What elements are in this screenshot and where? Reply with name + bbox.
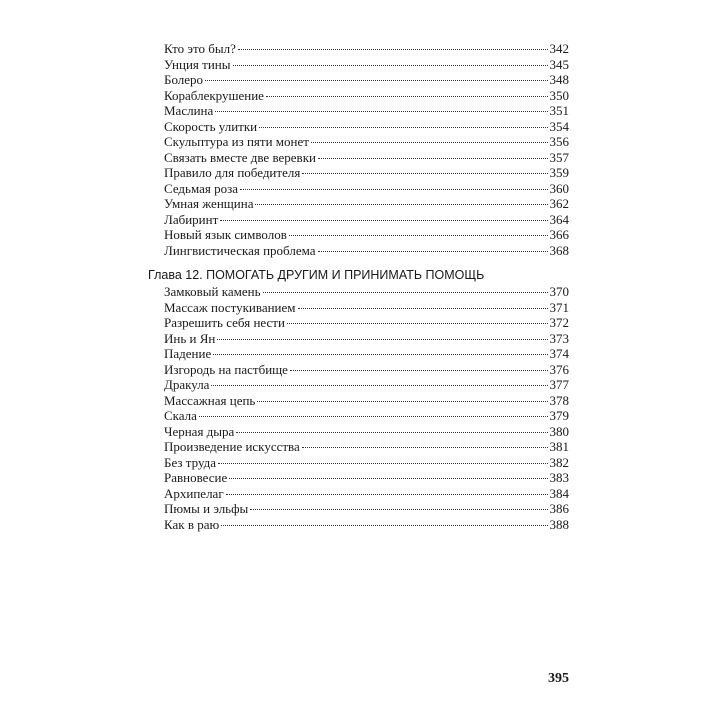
toc-entry-title: Кто это был? xyxy=(164,41,236,56)
dot-leader xyxy=(240,189,547,190)
toc-entry-title: Умная женщина xyxy=(164,196,254,211)
toc-entry-page: 388 xyxy=(549,516,569,532)
chapter-heading: Глава 12. ПОМОГАТЬ ДРУГИМ И ПРИНИМАТЬ ПОМОЩЬ xyxy=(148,268,485,282)
dot-leader xyxy=(250,509,547,510)
dot-leader xyxy=(218,463,547,464)
toc-entry-page: 360 xyxy=(549,180,569,196)
dot-leader xyxy=(229,478,547,479)
toc-entry-page: 371 xyxy=(549,299,569,315)
toc-entry-page: 348 xyxy=(549,72,569,87)
toc-entry-title: Без труда xyxy=(164,454,217,470)
toc-entry xyxy=(148,300,569,316)
toc-entry xyxy=(148,284,569,300)
toc-entry-title: Архипелаг xyxy=(164,485,224,501)
toc-entry-page: 345 xyxy=(549,56,569,72)
dot-leader xyxy=(290,370,548,371)
toc-entry-title: Падение xyxy=(164,346,212,361)
toc-entry-page: 357 xyxy=(549,149,569,165)
toc-entry-title: Маслина xyxy=(164,103,214,118)
dot-leader xyxy=(213,354,547,355)
dot-leader xyxy=(302,447,548,448)
dot-leader xyxy=(221,525,547,526)
toc-entry-page: 373 xyxy=(549,330,569,346)
dot-leader xyxy=(233,65,548,66)
toc-entry-title: Разрешить себя нести xyxy=(164,315,285,330)
toc-entry xyxy=(148,424,569,440)
toc-entry xyxy=(148,227,569,243)
toc-entry xyxy=(148,181,569,197)
toc-entry-title: Унция тины xyxy=(164,56,231,72)
dot-leader xyxy=(226,494,548,495)
toc-entry-title: Скульптура из пяти монет xyxy=(164,134,309,149)
toc-entry xyxy=(148,315,569,331)
toc-entry-title: Массаж постукиванием xyxy=(164,299,296,315)
toc-entry xyxy=(148,408,569,424)
dot-leader xyxy=(289,235,548,236)
toc-entry-page: 370 xyxy=(549,284,569,299)
toc-entry xyxy=(148,486,569,502)
toc-entry xyxy=(148,470,569,486)
toc-entry xyxy=(148,88,569,104)
toc-entry-page: 380 xyxy=(549,423,569,439)
toc-entry-page: 377 xyxy=(549,377,569,392)
toc-entry-title: Лабиринт xyxy=(164,211,219,227)
toc-entry-page: 384 xyxy=(549,485,569,501)
toc-entry-title: Произведение искусства xyxy=(164,439,300,454)
toc-entry-page: 354 xyxy=(549,118,569,134)
dot-leader xyxy=(211,385,547,386)
toc-entry-page: 383 xyxy=(549,470,569,485)
dot-leader xyxy=(263,292,548,293)
dot-leader xyxy=(257,401,547,402)
toc-entry-title: Болеро xyxy=(164,72,204,87)
toc-entry xyxy=(148,119,569,135)
dot-leader xyxy=(266,96,548,97)
toc-entry-title: Равновесие xyxy=(164,470,228,485)
dot-leader xyxy=(215,111,547,112)
toc-entry xyxy=(148,103,569,119)
toc-entry xyxy=(148,72,569,88)
dot-leader xyxy=(217,339,547,340)
toc-section-previous-chapter xyxy=(148,41,569,258)
toc-entry-page: 356 xyxy=(549,134,569,149)
toc-entry-page: 372 xyxy=(549,315,569,330)
toc-entry xyxy=(148,346,569,362)
toc-entry-page: 379 xyxy=(549,408,569,423)
dot-leader xyxy=(238,49,548,50)
toc-entry-page: 350 xyxy=(549,87,569,103)
toc-entry xyxy=(148,212,569,228)
dot-leader xyxy=(236,432,547,433)
toc-entry-page: 368 xyxy=(549,242,569,258)
dot-leader xyxy=(298,308,548,309)
toc-entry xyxy=(148,134,569,150)
toc-entry xyxy=(148,41,569,57)
dot-leader xyxy=(318,158,548,159)
toc-entry-title: Скорость улитки xyxy=(164,118,258,134)
toc-entry-title: Черная дыра xyxy=(164,423,235,439)
toc-entry xyxy=(148,331,569,347)
dot-leader xyxy=(205,80,547,81)
toc-entry-title: Пюмы и эльфы xyxy=(164,501,249,516)
toc-entry-page: 342 xyxy=(549,41,569,56)
toc-entry-title: Связать вместе две веревки xyxy=(164,149,316,165)
toc-entry xyxy=(148,243,569,259)
toc-entry-title: Замковый камень xyxy=(164,284,261,299)
toc-entry xyxy=(148,501,569,517)
toc-entry-title: Скала xyxy=(164,408,197,423)
toc-entry-title: Изгородь на пастбище xyxy=(164,361,288,377)
toc-entry-title: Лингвистическая проблема xyxy=(164,242,316,258)
dot-leader xyxy=(220,220,547,221)
toc-entry xyxy=(148,439,569,455)
toc-entry-page: 378 xyxy=(549,392,569,408)
dot-leader xyxy=(287,323,548,324)
toc-entry-page: 374 xyxy=(549,346,569,361)
toc-entry-title: Как в раю xyxy=(164,516,220,532)
dot-leader xyxy=(255,204,547,205)
page-number: 395 xyxy=(548,671,569,686)
toc-entry-page: 366 xyxy=(549,227,569,242)
toc-entry xyxy=(148,150,569,166)
toc-entry-page: 362 xyxy=(549,196,569,211)
toc-entry-title: Правило для победителя xyxy=(164,165,301,180)
toc-entry-title: Инь и Ян xyxy=(164,330,216,346)
dot-leader xyxy=(318,251,548,252)
toc-entry-title: Новый язык символов xyxy=(164,227,287,242)
dot-leader xyxy=(199,416,548,417)
toc-entry xyxy=(148,393,569,409)
dot-leader xyxy=(311,142,548,143)
dot-leader xyxy=(259,127,547,128)
toc-entry-title: Седьмая роза xyxy=(164,180,239,196)
toc-entry-title: Дракула xyxy=(164,377,210,392)
toc-entry-page: 359 xyxy=(549,165,569,180)
toc-entry-title: Массажная цепь xyxy=(164,392,256,408)
toc-entry-page: 364 xyxy=(549,211,569,227)
toc-entry xyxy=(148,362,569,378)
toc-entry xyxy=(148,196,569,212)
toc-entry xyxy=(148,57,569,73)
toc-entry xyxy=(148,517,569,533)
toc-entry-page: 386 xyxy=(549,501,569,516)
toc-entry-page: 351 xyxy=(549,103,569,118)
toc-entry xyxy=(148,165,569,181)
toc-entry-page: 382 xyxy=(549,454,569,470)
toc-section-chapter-12 xyxy=(148,267,569,532)
toc-entry-page: 381 xyxy=(549,439,569,454)
toc-entry xyxy=(148,377,569,393)
toc-entry xyxy=(148,455,569,471)
toc-entry-page: 376 xyxy=(549,361,569,377)
toc-entry-title: Кораблекрушение xyxy=(164,87,264,103)
dot-leader xyxy=(302,173,547,174)
